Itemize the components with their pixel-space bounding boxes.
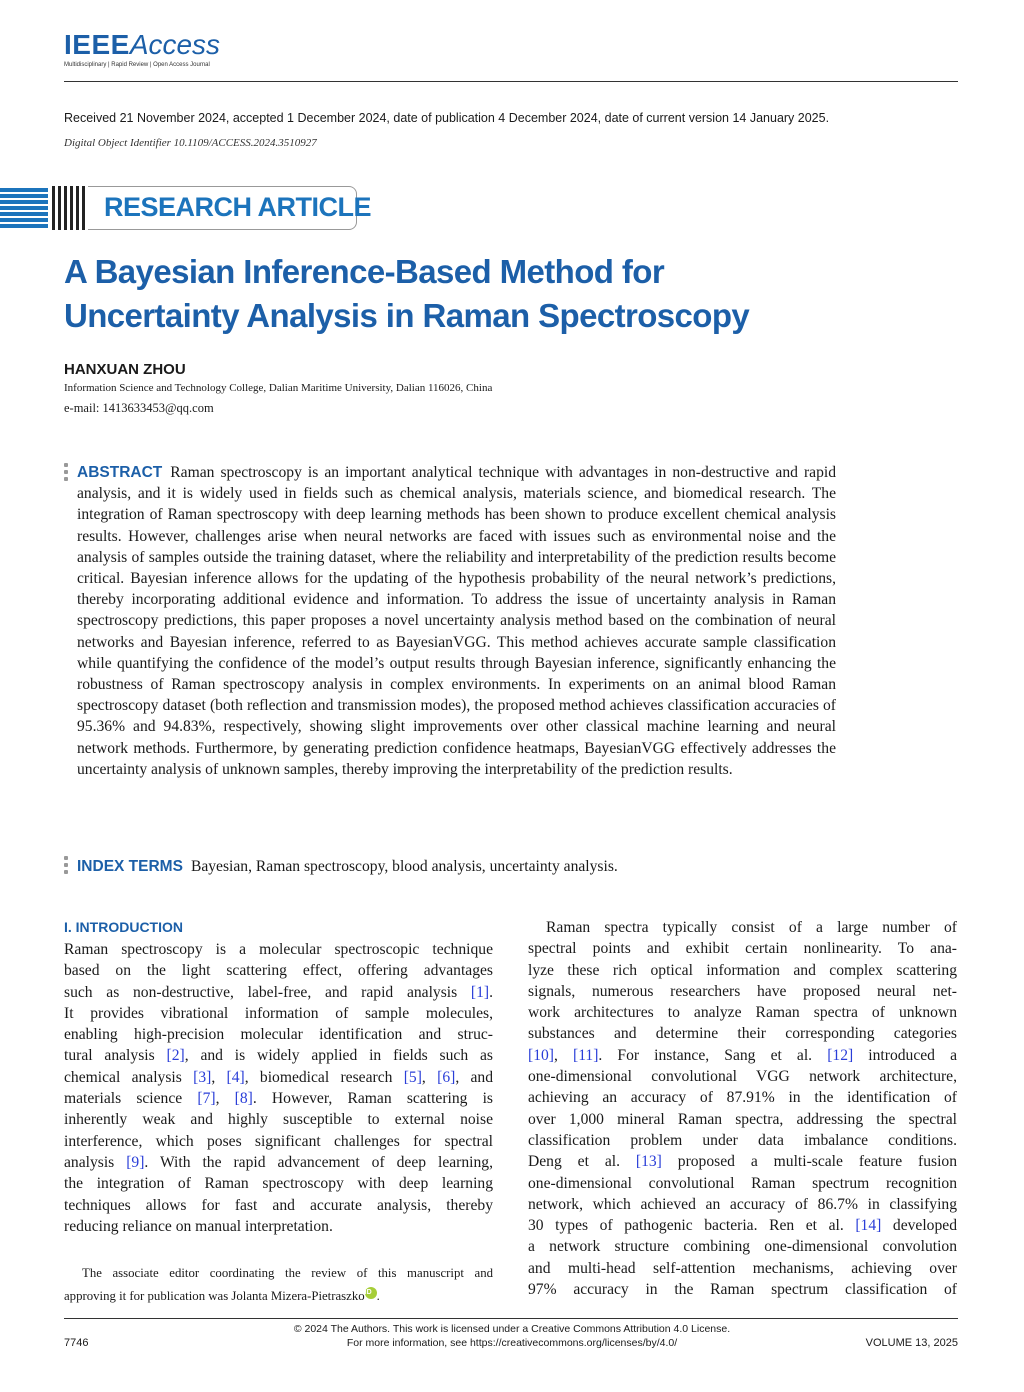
body-line: analysis [9]. With the rapid advancement of deep learning, — [64, 1153, 493, 1171]
footnote-text: approving it for publication was Jolanta Mizera-Pietraszko — [64, 1289, 365, 1303]
body-line: work architectures to analyze Raman spectra of unknown — [528, 1004, 957, 1022]
body-line: signals, numerous researchers have proposed neural net- — [528, 982, 957, 1000]
title-line: Uncertainty Analysis in Raman Spectroscopy — [64, 297, 750, 334]
body-line: and multi-head self-attention mechanisms, achieving over — [528, 1259, 957, 1277]
citation-link[interactable]: [5] — [403, 1068, 422, 1086]
body-line: a network structure combining one-dimensional convolution — [528, 1238, 957, 1256]
orcid-icon[interactable]: iD — [365, 1287, 377, 1299]
author-affiliation: Information Science and Technology College, Dalian Maritime University, Dalian 116026, China — [64, 382, 493, 394]
citation-link[interactable]: [3] — [193, 1068, 212, 1086]
article-title — [64, 250, 964, 338]
index-terms-label: INDEX TERMS — [77, 858, 183, 875]
citation-link[interactable]: [1] — [470, 983, 490, 1001]
article-type-banner — [0, 186, 372, 230]
body-line: over 1,000 mineral Raman spectra, addressing the spectral — [528, 1110, 957, 1128]
header-divider — [64, 81, 958, 82]
body-line: enabling high-precision molecular identification and struc- — [64, 1026, 493, 1044]
footnote-line: The associate editor coordinating the review of this manuscript and — [82, 1266, 493, 1280]
abstract-marker-icon — [64, 463, 69, 484]
citation-link[interactable]: [14] — [855, 1217, 882, 1235]
section-heading: I. INTRODUCTION — [64, 919, 183, 935]
body-line: the integration of Raman spectroscopy with deep learning — [64, 1175, 493, 1193]
volume-info: VOLUME 13, 2025 — [865, 1337, 958, 1349]
body-line: substances and determine their corresponding categories — [528, 1025, 957, 1043]
citation-link[interactable]: [8] — [234, 1090, 253, 1108]
editor-footnote — [64, 1262, 493, 1308]
citation-link[interactable]: [2] — [166, 1047, 185, 1065]
citation-link[interactable]: [11] — [573, 1046, 599, 1064]
license-link[interactable]: For more information, see https://creativecommons.org/licenses/by/4.0/ — [346, 1337, 678, 1349]
body-line: 30 types of pathogenic bacteria. Ren et al. [14] developed — [528, 1217, 957, 1235]
body-line: interference, which poses significant challenges for spectral — [64, 1132, 493, 1150]
citation-link[interactable]: [12] — [827, 1046, 854, 1064]
page-number: 7746 — [64, 1337, 89, 1349]
title-line: A Bayesian Inference-Based Method for — [64, 253, 665, 290]
license-notice — [200, 1322, 824, 1350]
citation-link[interactable]: [6] — [437, 1068, 456, 1086]
body-line: [10], [11]. For instance, Sang et al. [12] introduced a — [528, 1046, 958, 1064]
abstract-text: Raman spectroscopy is an important analytical technique with advantages in non-destructive and rapid analysis, and it is widely used in fields such as chemical analysis, materials science, and biomedical research. The integration of Raman spectroscopy with deep learning methods has been shown to produce excellent chemical analysis results. However, challenges arise when neural networks are faced with issues such as environmental noise and the analysis of samples outside the training dataset, where the reliability and interpretability of the prediction results become critical. Bayesian inference allows for the updating of the hypothesis probability of the neural network’s predictions, thereby incorporating additional evidence and information. To address the issue of uncertainty analysis in Raman spectroscopy predictions, this paper proposes a novel uncertainty analysis method based on the combination of neural networks and Bayesian inference, referred to as BayesianVGG. This method achieves accurate sample classification while quantifying the confidence of the model’s output results through Bayesian inference, significantly enhancing the robustness of Raman spectroscopy analysis in complex environments. In experiments on an animal blood Raman spectroscopy dataset (both reflection and transmission modes), the proposed method achieves classification accuracies of 95.36% and 94.83%, respectively, showing slight improvements over other classical machine learning and neural network methods. Furthermore, by generating prediction confidence heatmaps, BayesianVGG effectively addresses the uncertainty analysis of unknown samples, thereby improving the interpretability of the prediction results. — [77, 464, 836, 778]
doi-identifier: Digital Object Identifier 10.1109/ACCESS.2024.3510927 — [64, 137, 317, 149]
body-line: 97% accuracy in the Raman spectrum classification of — [528, 1281, 957, 1299]
abstract-label: ABSTRACT — [77, 464, 163, 481]
footer-divider — [64, 1318, 958, 1319]
body-line: such as non-destructive, label-free, and rapid analysis [1]. — [64, 983, 493, 1001]
index-terms — [77, 856, 877, 877]
body-line: tural analysis [2], and is widely applied in fields such as — [64, 1047, 493, 1065]
publication-dates: Received 21 November 2024, accepted 1 December 2024, date of publication 4 December 2024, date of current version 14 January 2025. — [64, 111, 830, 125]
body-line: reducing reliance on manual interpretation. — [64, 1217, 333, 1235]
license-line: © 2024 The Authors. This work is licensed under a Creative Commons Attribution 4.0 License. — [293, 1323, 731, 1335]
journal-logo — [64, 30, 220, 68]
citation-link[interactable]: [7] — [197, 1090, 216, 1108]
body-line: based on the light scattering effect, offering advantages — [64, 962, 493, 980]
footnote-end: . — [376, 1289, 380, 1303]
right-column — [528, 917, 957, 1300]
body-line: classification problem under data imbalance conditions. — [528, 1131, 957, 1149]
citation-link[interactable]: [13] — [635, 1153, 662, 1171]
article-type-label: RESEARCH ARTICLE — [104, 192, 372, 222]
footnote-line — [64, 1285, 493, 1308]
citation-link[interactable]: [4] — [226, 1068, 245, 1086]
body-line: spectral points and exhibit certain nonlinearity. To ana- — [528, 940, 957, 958]
body-line: lyze these rich optical information and complex scattering — [528, 961, 957, 979]
citation-link[interactable]: [10] — [528, 1046, 554, 1064]
banner-stripes-graphic — [0, 186, 48, 230]
body-line: inherently weak and highly susceptible to external noise — [64, 1111, 493, 1129]
body-line: techniques allows for fast and accurate analysis, thereby — [64, 1196, 493, 1214]
citation-link[interactable]: [9] — [126, 1153, 145, 1171]
body-line: achieving an accuracy of 87.91% in the identification of — [528, 1089, 957, 1107]
left-column — [64, 939, 493, 1237]
index-terms-marker-icon — [64, 856, 69, 877]
body-line: Raman spectroscopy is a molecular spectroscopic technique — [64, 941, 493, 958]
logo-tagline: Multidisciplinary | Rapid Review | Open Access Journal — [64, 62, 210, 68]
body-line: Deng et al. [13] proposed a multi-scale feature fusion — [528, 1153, 957, 1171]
logo-wordmark: IEEEAccess — [64, 29, 221, 60]
abstract — [77, 462, 836, 780]
author-email: e-mail: 1413633453@qq.com — [64, 401, 214, 415]
body-line: one-dimensional convolutional VGG network architecture, — [528, 1068, 957, 1086]
body-line: It provides vibrational information of sample molecules, — [64, 1004, 493, 1022]
index-terms-text: Bayesian, Raman spectroscopy, blood analysis, uncertainty analysis. — [190, 858, 618, 875]
body-line: network, which achieved an accuracy of 86.7% in classifying — [528, 1195, 957, 1213]
body-line: materials science [7], [8]. However, Raman scattering is — [64, 1090, 494, 1108]
body-line: chemical analysis [3], [4], biomedical research [5], [6], and — [64, 1068, 494, 1086]
author-name: HANXUAN ZHOU — [64, 361, 186, 378]
body-line: one-dimensional convolutional Raman spectrum recognition — [528, 1174, 957, 1192]
body-line: Raman spectra typically consist of a large number of — [546, 919, 957, 936]
